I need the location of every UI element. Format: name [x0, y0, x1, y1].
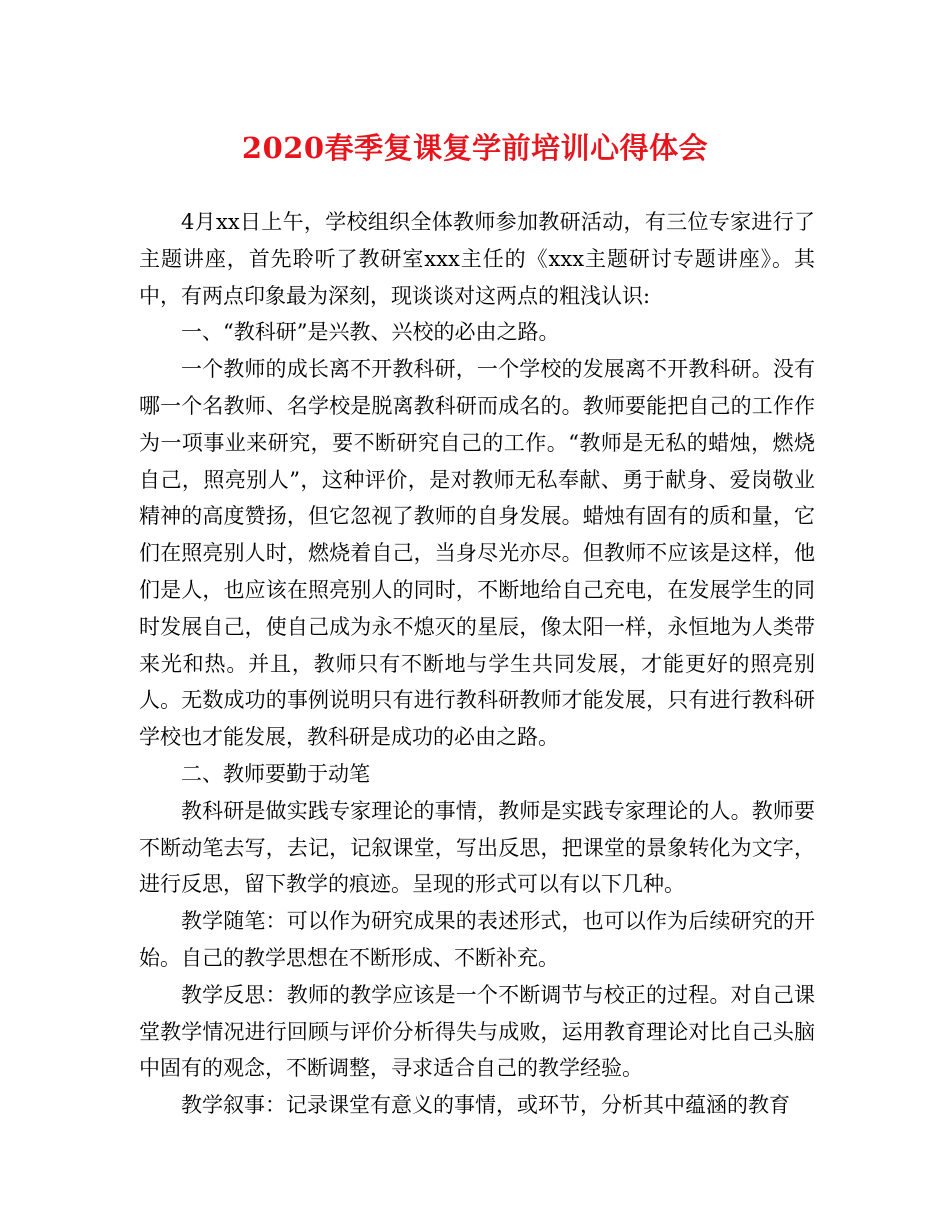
document-title: 2020春季复课复学前培训心得体会	[241, 131, 709, 165]
section-heading-2: 二、教师要勤于动笔	[181, 761, 370, 786]
paragraph-narrative: 教学叙事：记录课堂有意义的事情，或环节，分析其中蕴涵的教育	[181, 1093, 790, 1118]
section-heading-1: 一、“教科研”是兴教、兴校的必由之路。	[181, 320, 560, 345]
paragraph-essay: 教学随笔：可以作为研究成果的表述形式，也可以作为后续研究的开始。自己的教学思想在不断形成、不断补充。	[139, 909, 815, 970]
document-body	[139, 204, 815, 1124]
paragraph-reflection: 教学反思：教师的教学应该是一个不断调节与校正的过程。对自己课堂教学情况进行回顾与评价分析得失与成败，运用教育理论对比自己头脑中固有的观念，不断调整，寻求适合自己的教学经验。	[139, 982, 815, 1081]
paragraph-intro: 4月xx日上午，学校组织全体教师参加教研活动，有三位专家进行了主题讲座，首先聆听了教研室xxx主任的《xxx主题研讨专题讲座》。其中，有两点印象最为深刻，现谈谈对这两点的粗浅认识:	[139, 210, 815, 308]
paragraph-research: 一个教师的成长离不开教科研，一个学校的发展离不开教科研。没有哪一个名教师、名学校是脱离教科研而成名的。教师要能把自己的工作作为一项事业来研究，要不断研究自己的工作。“教师是无私的蜡烛，燃烧自己，照亮别人”，这种评价，是对教师无私奉献、勇于献身、爱岗敬业精神的高度赞扬，但它忽视了教师的自身发展。蜡烛有固有的质和量，它们在照亮别人时，燃烧着自己，当身尽光亦尽。但教师不应该是这样，他们是人，也应该在照亮别人的同时，不断地给自己充电，在发展学生的同时发展自己，使自己成为永不熄灭的星辰，像太阳一样，永恒地为人类带来光和热。并且，教师只有不断地与学生共同发展，才能更好的照亮别人。无数成功的事例说明只有进行教科研教师才能发展，只有进行教科研学校也才能发展，教科研是成功的必由之路。	[139, 357, 815, 750]
paragraph-writing: 教科研是做实践专家理论的事情，教师是实践专家理论的人。教师要不断动笔去写，去记，记叙课堂，写出反思，把课堂的景象转化为文字，进行反思，留下教学的痕迹。呈现的形式可以有以下几种。	[139, 798, 815, 897]
